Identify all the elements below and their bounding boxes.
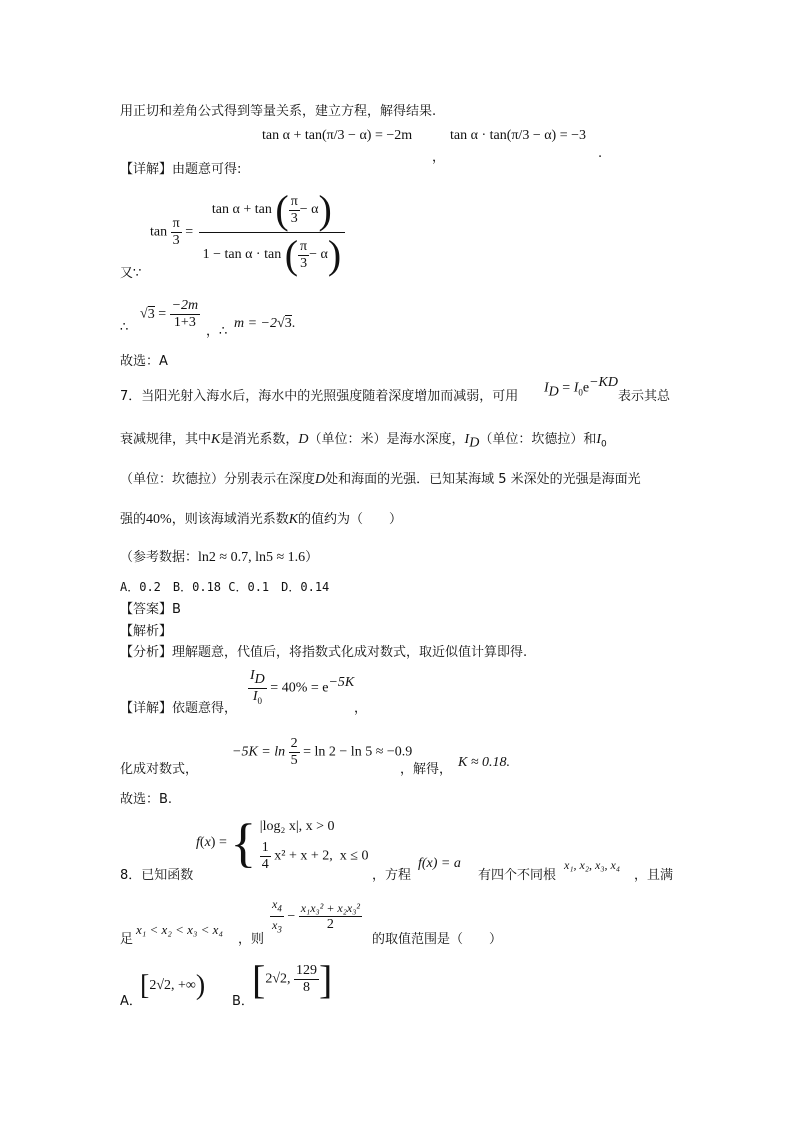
p8-option-a: A． xyxy=(120,994,142,1009)
p6-sqrt-eq: √3 = $\frac{-2m}{1+3}$ xyxy=(140,298,199,330)
p6-therefore: ∴ xyxy=(120,320,129,335)
p7-line1-end: 表示其总 xyxy=(618,389,671,404)
p8-option-a-value: [2√2, +∞) xyxy=(140,970,206,1001)
p6-analysis-tail: 用正切和差角公式得到等量关系，建立方程，解得结果. xyxy=(120,104,437,119)
p6-answer: 故选：A xyxy=(120,354,168,369)
p7-line2: 衰减规律，其中K是消光系数，D（单位：米）是海水深度，$I_D$（单位：坎德拉）和$I_0$ xyxy=(120,432,607,451)
p7-eq-comma: ， xyxy=(354,701,368,716)
p6-eq1: tan α + tan(π/3 − α) = −2m xyxy=(262,128,413,143)
p7-log-label: 化成对数式， xyxy=(120,762,199,777)
p7-line4: 强的40%，则该海域消光系数K的值约为（ ） xyxy=(120,512,403,527)
p7-solve: ，解得， xyxy=(400,762,453,777)
p8-option-b-value: [2√2, $\frac{129}{8}$ ] xyxy=(252,957,333,1002)
p6-m-result: m = −2√3. xyxy=(234,316,296,331)
p6-detail xyxy=(120,158,241,177)
p7-fenxi: 【分析】理解题意，代值后，将指数式化成对数式，取近似值计算即得. xyxy=(120,645,528,660)
p8-function: f(x) = { |log₂ x|, x > 0 $\frac{1}{4}$ x² + x + 2, x ≤ 0 xyxy=(196,813,369,873)
p6-comma: ， xyxy=(432,150,446,165)
p8-inequality: x₁ < x₂ < x₃ < x₄ xyxy=(136,922,223,937)
p7-jiexi: 【解析】 xyxy=(120,624,173,639)
p7-reference: （参考数据：ln2 ≈ 0.7, ln5 ≈ 1.6） xyxy=(120,550,319,565)
p8-fx-a: f(x) = a xyxy=(418,856,461,871)
p6-period: . xyxy=(598,146,603,161)
p7-line1: 7．当阳光射入海水后，海水中的光照强度随着深度增加而减弱，可用 xyxy=(120,389,519,404)
p7-answer-label: 【答案】B xyxy=(120,602,181,617)
p8-line2-c: 的取值范围是（ ） xyxy=(372,932,503,947)
p8-stem: 8．已知函数 xyxy=(120,868,194,883)
detail-label: 【详解】 xyxy=(120,162,173,177)
p8-stem-b: ，方程 xyxy=(372,868,412,883)
p8-expression: $\frac{x_4}{x_3}$ − $\frac{\text{x₁x₃² + x₂x₃²}}{2}$ xyxy=(272,897,361,935)
p8-option-b: B． xyxy=(232,994,254,1009)
detail-text: 由题意可得: xyxy=(172,162,242,177)
p8-roots: x₁, x₂, x₃, x₄ xyxy=(564,858,620,872)
p8-line2-b: ，则 xyxy=(238,932,265,947)
p7-options: A．0.2 B．0.18 C．0.1 D．0.14 xyxy=(120,580,330,594)
p7-answer: 故选：B. xyxy=(120,792,173,807)
p7-detail: 【详解】依题意得， xyxy=(120,701,238,716)
p7-eq-frac: $\frac{I_D}{I_0}$ = $40\% = e^{-5K}$ xyxy=(250,668,355,706)
p6-you: 又∵ xyxy=(120,266,142,281)
p6-therefore2: ，∴ xyxy=(206,324,228,339)
p8-stem-d: ，且满 xyxy=(634,868,674,883)
p8-stem-c: 有四个不同根 xyxy=(478,868,557,883)
p7-log-eq: −5K = ln $\frac{2}{5}$ = ln 2 − ln 5 ≈ −0.9 xyxy=(232,736,413,768)
p7-formula: $I_D = I_0e^{-KD}$ xyxy=(544,375,618,400)
p7-line3: （单位：坎德拉）分别表示在深度D处和海面的光强．已知某海域 5 米深处的光强是海面光 xyxy=(120,472,641,487)
p6-eq2: tan α · tan(π/3 − α) = −3 xyxy=(450,128,587,143)
p7-K-result: K ≈ 0.18. xyxy=(458,755,511,770)
p8-line2: 足 xyxy=(120,932,134,947)
p6-tan-formula: tan $\frac{\pi}{3}$ = tan α + tan ( $\frac{\pi}{3}$ − α) 1 − tan α · tan ( $\frac{\pi}{3}$ − α) xyxy=(150,188,345,277)
